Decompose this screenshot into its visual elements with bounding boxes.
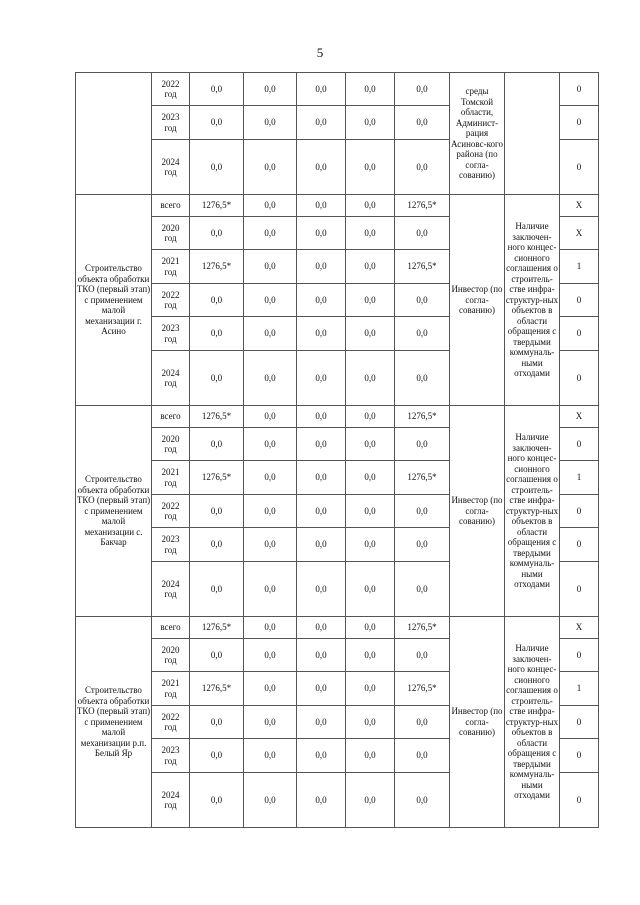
- value-cell: 0,0: [346, 773, 395, 828]
- executor-cell: Инвестор (по согла-сованию): [450, 617, 505, 828]
- target-cell: 0: [560, 739, 599, 773]
- year-cell: 2021 год: [152, 250, 190, 284]
- value-cell: 0,0: [346, 428, 395, 461]
- name-cell-blank: [76, 73, 152, 195]
- value-cell: 1276,5*: [395, 617, 450, 639]
- value-cell: 0,0: [244, 406, 297, 428]
- target-cell: 1: [560, 672, 599, 706]
- value-cell: 0,0: [297, 495, 346, 528]
- value-cell: 0,0: [244, 706, 297, 739]
- value-cell: 0,0: [346, 73, 395, 106]
- value-cell: 0,0: [190, 706, 244, 739]
- value-cell: 0,0: [346, 406, 395, 428]
- value-cell: 0,0: [244, 140, 297, 195]
- value-cell: 0,0: [244, 617, 297, 639]
- value-cell: 0,0: [190, 351, 244, 406]
- value-cell: 0,0: [395, 140, 450, 195]
- table-row: [76, 73, 599, 106]
- year-cell: 2023 год: [152, 528, 190, 562]
- indicator-cell-blank: [505, 73, 560, 195]
- value-cell: 1276,5*: [190, 406, 244, 428]
- value-cell: 0,0: [244, 217, 297, 250]
- year-cell: всего: [152, 406, 190, 428]
- value-cell: 0,0: [395, 739, 450, 773]
- table-body: [76, 73, 599, 828]
- target-cell: 1: [560, 461, 599, 495]
- value-cell: 0,0: [395, 284, 450, 317]
- value-cell: 0,0: [190, 284, 244, 317]
- value-cell: 0,0: [346, 617, 395, 639]
- target-cell: 0: [560, 351, 599, 406]
- value-cell: 0,0: [395, 73, 450, 106]
- target-cell: 0: [560, 639, 599, 672]
- indicator-cell: Наличие заключен-ного концес-сионного соглашения о строитель-стве инфра-структур-ных объектов в области обращения с твердыми коммуналь-ными отходами: [505, 617, 560, 828]
- value-cell: 0,0: [190, 495, 244, 528]
- value-cell: 0,0: [297, 461, 346, 495]
- table-row: [76, 195, 599, 217]
- program-table: [75, 72, 599, 828]
- value-cell: 0,0: [297, 284, 346, 317]
- value-cell: 1276,5*: [190, 617, 244, 639]
- target-cell: 0: [560, 528, 599, 562]
- value-cell: 0,0: [244, 528, 297, 562]
- value-cell: 0,0: [297, 739, 346, 773]
- value-cell: 0,0: [346, 495, 395, 528]
- page-number: 5: [316, 45, 324, 60]
- target-cell: Х: [560, 195, 599, 217]
- value-cell: 0,0: [297, 73, 346, 106]
- value-cell: 0,0: [346, 195, 395, 217]
- year-cell: всего: [152, 617, 190, 639]
- value-cell: 0,0: [395, 351, 450, 406]
- value-cell: 0,0: [395, 495, 450, 528]
- value-cell: 0,0: [297, 250, 346, 284]
- value-cell: 0,0: [190, 317, 244, 351]
- value-cell: 0,0: [244, 284, 297, 317]
- value-cell: 1276,5*: [395, 672, 450, 706]
- value-cell: 1276,5*: [190, 672, 244, 706]
- value-cell: 0,0: [346, 284, 395, 317]
- value-cell: 0,0: [190, 428, 244, 461]
- value-cell: 1276,5*: [190, 195, 244, 217]
- year-cell: 2021 год: [152, 672, 190, 706]
- value-cell: 0,0: [297, 672, 346, 706]
- value-cell: 0,0: [244, 428, 297, 461]
- value-cell: 0,0: [395, 217, 450, 250]
- value-cell: 0,0: [346, 461, 395, 495]
- value-cell: 0,0: [244, 639, 297, 672]
- project-name-cell: Строительство объекта обработки ТКО (первый этап) с применением малой механизации г. Асино: [76, 195, 152, 406]
- indicator-cell: Наличие заключен-ного концес-сионного соглашения о строитель-стве инфра-структур-ных объектов в области обращения с твердыми коммуналь-ными отходами: [505, 406, 560, 617]
- target-cell: 0: [560, 317, 599, 351]
- target-cell: 0: [560, 106, 599, 140]
- target-cell: Х: [560, 617, 599, 639]
- value-cell: 0,0: [346, 250, 395, 284]
- year-cell: 2024 год: [152, 351, 190, 406]
- value-cell: 0,0: [244, 773, 297, 828]
- value-cell: 0,0: [297, 140, 346, 195]
- target-cell: 0: [560, 140, 599, 195]
- year-cell: 2024 год: [152, 773, 190, 828]
- value-cell: 0,0: [190, 528, 244, 562]
- project-name-cell: Строительство объекта обработки ТКО (первый этап) с применением малой механизации р.п. Белый Яр: [76, 617, 152, 828]
- year-cell: 2020 год: [152, 217, 190, 250]
- value-cell: 0,0: [190, 106, 244, 140]
- value-cell: 0,0: [244, 106, 297, 140]
- value-cell: 0,0: [244, 672, 297, 706]
- target-cell: Х: [560, 217, 599, 250]
- value-cell: 0,0: [395, 639, 450, 672]
- table-row: [76, 617, 599, 639]
- value-cell: 0,0: [297, 773, 346, 828]
- year-cell: 2020 год: [152, 639, 190, 672]
- value-cell: 0,0: [346, 140, 395, 195]
- value-cell: 1276,5*: [395, 250, 450, 284]
- value-cell: 0,0: [190, 562, 244, 617]
- year-cell: всего: [152, 195, 190, 217]
- value-cell: 0,0: [190, 639, 244, 672]
- value-cell: 0,0: [244, 195, 297, 217]
- target-cell: 0: [560, 562, 599, 617]
- value-cell: 0,0: [395, 562, 450, 617]
- year-cell: 2023 год: [152, 739, 190, 773]
- value-cell: 0,0: [244, 73, 297, 106]
- value-cell: 0,0: [244, 562, 297, 617]
- value-cell: 0,0: [190, 140, 244, 195]
- value-cell: 0,0: [395, 317, 450, 351]
- target-cell: 0: [560, 773, 599, 828]
- year-cell: 2022 год: [152, 284, 190, 317]
- indicator-cell: Наличие заключен-ного концес-сионного соглашения о строитель-стве инфра-структур-ных объектов в области обращения с твердыми коммуналь-ными отходами: [505, 195, 560, 406]
- value-cell: 0,0: [244, 351, 297, 406]
- year-cell: 2020 год: [152, 428, 190, 461]
- value-cell: 0,0: [346, 317, 395, 351]
- value-cell: 0,0: [244, 495, 297, 528]
- value-cell: 0,0: [346, 639, 395, 672]
- target-cell: 0: [560, 706, 599, 739]
- value-cell: 1276,5*: [395, 461, 450, 495]
- year-cell: 2023 год: [152, 317, 190, 351]
- value-cell: 0,0: [395, 773, 450, 828]
- value-cell: 0,0: [297, 639, 346, 672]
- value-cell: 0,0: [346, 672, 395, 706]
- value-cell: 0,0: [346, 351, 395, 406]
- value-cell: 1276,5*: [190, 250, 244, 284]
- value-cell: 0,0: [190, 773, 244, 828]
- value-cell: 0,0: [190, 217, 244, 250]
- value-cell: 0,0: [297, 562, 346, 617]
- year-cell: 2023 год: [152, 106, 190, 140]
- value-cell: 0,0: [244, 461, 297, 495]
- value-cell: 0,0: [297, 428, 346, 461]
- value-cell: 0,0: [297, 106, 346, 140]
- value-cell: 0,0: [346, 706, 395, 739]
- value-cell: 0,0: [244, 739, 297, 773]
- executor-cell: Инвестор (по согла-сованию): [450, 406, 505, 617]
- year-cell: 2022 год: [152, 495, 190, 528]
- project-name-cell: Строительство объекта обработки ТКО (первый этап) с применением малой механизации с. Бакчар: [76, 406, 152, 617]
- value-cell: 0,0: [297, 528, 346, 562]
- value-cell: 0,0: [297, 217, 346, 250]
- value-cell: 0,0: [244, 250, 297, 284]
- value-cell: 0,0: [395, 528, 450, 562]
- target-cell: 0: [560, 284, 599, 317]
- value-cell: 0,0: [346, 562, 395, 617]
- target-cell: 0: [560, 428, 599, 461]
- value-cell: 1276,5*: [395, 406, 450, 428]
- target-cell: 0: [560, 495, 599, 528]
- value-cell: 0,0: [297, 706, 346, 739]
- year-cell: 2024 год: [152, 562, 190, 617]
- value-cell: 0,0: [190, 73, 244, 106]
- value-cell: 0,0: [190, 739, 244, 773]
- year-cell: 2021 год: [152, 461, 190, 495]
- value-cell: 0,0: [395, 106, 450, 140]
- year-cell: 2024 год: [152, 140, 190, 195]
- value-cell: 0,0: [297, 195, 346, 217]
- value-cell: 0,0: [297, 351, 346, 406]
- value-cell: 0,0: [346, 217, 395, 250]
- value-cell: 0,0: [346, 739, 395, 773]
- executor-cell: Инвестор (по согла-сованию): [450, 195, 505, 406]
- value-cell: 1276,5*: [190, 461, 244, 495]
- value-cell: 0,0: [297, 617, 346, 639]
- year-cell: 2022 год: [152, 73, 190, 106]
- table-row: [76, 406, 599, 428]
- value-cell: 0,0: [395, 428, 450, 461]
- value-cell: 0,0: [346, 528, 395, 562]
- value-cell: 0,0: [346, 106, 395, 140]
- target-cell: 0: [560, 73, 599, 106]
- year-cell: 2022 год: [152, 706, 190, 739]
- value-cell: 0,0: [244, 317, 297, 351]
- target-cell: Х: [560, 406, 599, 428]
- value-cell: 0,0: [297, 317, 346, 351]
- value-cell: 0,0: [297, 406, 346, 428]
- value-cell: 1276,5*: [395, 195, 450, 217]
- target-cell: 1: [560, 250, 599, 284]
- executor-cell: среды Томской области, Админист-рация Асиновс-кого района (по согла-сованию): [450, 73, 505, 195]
- value-cell: 0,0: [395, 706, 450, 739]
